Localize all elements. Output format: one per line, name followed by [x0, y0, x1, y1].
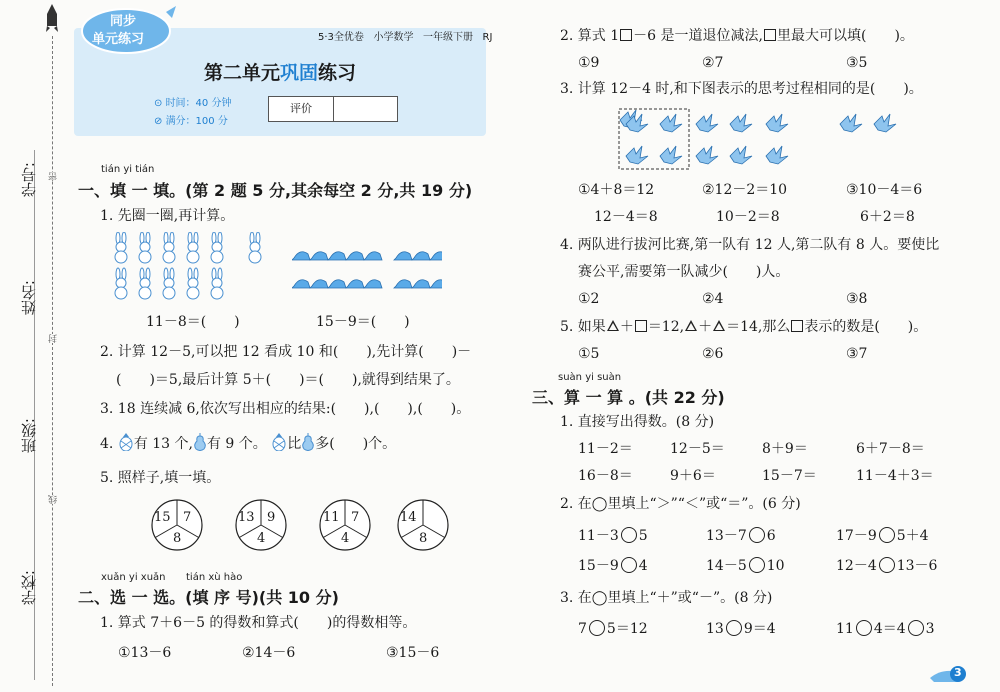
- blank-circle: [908, 620, 924, 636]
- pear-icon: [193, 433, 207, 456]
- split-circle: 14 8: [396, 498, 450, 552]
- pineapple-icon-2: [271, 433, 287, 456]
- blank-circle: [879, 527, 895, 543]
- caps-illustration: [292, 246, 442, 296]
- s2-q1-opt2: ②14－6: [242, 645, 296, 661]
- time-info: ⊙ 时间：40 分钟: [154, 98, 232, 109]
- s1-q4: 4. 有 13 个, 有 9 个。 比 多( )个。: [100, 433, 396, 456]
- rabbits-illustration: [112, 232, 270, 302]
- s2-q3-opt1-b: 12－4＝8: [594, 209, 658, 225]
- s2-title: 二、选 一 选。(填 序 号)(共 10 分): [78, 588, 339, 607]
- page-number: 3: [954, 666, 962, 679]
- split-circle: 11 7 4: [318, 498, 372, 552]
- eval-box: [268, 96, 398, 122]
- s3-q1: 1. 直接写出得数。(8 分): [560, 414, 715, 430]
- blank-square: [635, 320, 647, 332]
- blank-square: [764, 29, 776, 41]
- s2-q4-line1: 4. 两队进行拔河比赛,第一队有 12 人,第二队有 8 人。要使比: [560, 237, 940, 253]
- calc-item: 15－7＝: [762, 468, 817, 484]
- blank-circle: [589, 620, 605, 636]
- s3-pinyin: suàn yi suàn: [558, 372, 622, 383]
- blank-square: [791, 320, 803, 332]
- binding-mark-seal: 封: [49, 334, 59, 343]
- s1-title: 一、填 一 填。(第 2 题 5 分,其余每空 2 分,共 19 分): [78, 181, 473, 200]
- operator-item: 7 5＝12: [578, 621, 648, 637]
- s3-q3: 3. 在◯里填上“＋”或“－”。(8 分): [560, 590, 773, 606]
- meta-edition: RJ: [482, 32, 493, 43]
- compare-item: 13－7 6: [706, 528, 776, 544]
- badge-line-1: 同步: [110, 14, 137, 29]
- triangle-shape: [685, 320, 697, 331]
- s2-pinyin-2: tián xù hào: [186, 572, 243, 583]
- field-label-id: 学号:: [20, 162, 38, 198]
- split-circle: 13 9 4: [234, 498, 288, 552]
- s2-q1-opt3: ③15－6: [386, 645, 440, 661]
- s1-q1: 1. 先圈一圈,再计算。: [100, 208, 235, 224]
- binding-rocket-icon: [46, 4, 58, 32]
- s1-q2-line1: 2. 计算 12－5,可以把 12 看成 10 和( ),先计算( )－: [100, 344, 472, 360]
- compare-item: 15－9 4: [578, 558, 648, 574]
- blank-circle: [749, 557, 765, 573]
- calc-item: 8＋9＝: [762, 441, 808, 457]
- calc-item: 12－5＝: [670, 441, 725, 457]
- s1-q1-b: 15－9＝( ): [316, 314, 410, 330]
- cranes-illustration: [618, 108, 904, 170]
- binding-mark-ding: 密: [49, 172, 59, 181]
- operator-item: 11 4＝4 3: [836, 621, 935, 637]
- page-title: 第二单元巩固练习: [204, 62, 357, 84]
- compare-item: 12－4 13－6: [836, 558, 938, 574]
- s2-q4-opt1: ①2: [578, 291, 600, 307]
- split-circle: 15 7 8: [150, 498, 204, 552]
- blank-circle: [749, 527, 765, 543]
- s2-q1-opt1: ①13－6: [118, 645, 172, 661]
- s3-q2: 2. 在◯里填上“＞”“＜”或“＝”。(6 分): [560, 496, 801, 512]
- s2-q3-opt2-b: 10－2＝8: [716, 209, 780, 225]
- title-highlight: 巩固: [280, 62, 319, 84]
- s2-q5-opt1: ①5: [578, 346, 600, 362]
- page-number-badge: [928, 664, 968, 684]
- compare-item: 11－3 5: [578, 528, 648, 544]
- triangle-shape: [607, 320, 619, 331]
- pineapple-icon: [118, 433, 134, 456]
- triangle-shape: [713, 320, 725, 331]
- s1-q1-a: 11－8＝( ): [146, 314, 240, 330]
- binding-dash-line: [52, 36, 53, 686]
- s1-q5: 5. 照样子,填一填。: [100, 470, 221, 486]
- s2-q4-line2: 赛公平,需要第一队减少( )人。: [578, 264, 790, 280]
- binding-mark-line: 线: [49, 495, 59, 504]
- score-info: ⊘ 满分：100 分: [154, 116, 228, 127]
- compare-item: 14－5 10: [706, 558, 785, 574]
- meta-grade: 一年级下册: [423, 32, 473, 43]
- eval-label: 评价: [269, 97, 334, 121]
- split-circles: [150, 498, 440, 552]
- calc-item: 16－8＝: [578, 468, 633, 484]
- s2-q5: 5. 如果 ＋ ＝12, ＋ ＝14,那么 表示的数是( )。: [560, 319, 928, 335]
- meta-series: 5·3全优卷: [318, 32, 364, 43]
- meta-subject: 小学数学: [373, 32, 414, 43]
- calc-item: 11－2＝: [578, 441, 633, 457]
- blank-circle: [879, 557, 895, 573]
- s2-q2-opt3: ③5: [846, 55, 868, 71]
- s2-q5-opt3: ③7: [846, 346, 868, 362]
- blank-circle: [621, 527, 637, 543]
- s2-q3: 3. 计算 12－4 时,和下图表示的思考过程相同的是( )。: [560, 81, 923, 97]
- compare-item: 17－9 5＋4: [836, 528, 929, 544]
- s2-q5-opt2: ②6: [702, 346, 724, 362]
- s2-pinyin-1: xuǎn yi xuǎn: [101, 572, 166, 583]
- blank-square: [620, 29, 632, 41]
- calc-item: 9＋6＝: [670, 468, 716, 484]
- operator-item: 13 9＝4: [706, 621, 776, 637]
- s2-q2-opt1: ①9: [578, 55, 600, 71]
- header-meta: [318, 28, 492, 43]
- s1-q3: 3. 18 连续减 6,依次写出相应的结果:( ),( ),( )。: [100, 401, 471, 417]
- s2-q4-opt3: ③8: [846, 291, 868, 307]
- pear-icon-2: [301, 433, 315, 456]
- s2-q2: 2. 算式 1 －6 是一道退位减法, 里最大可以填( )。: [560, 28, 914, 44]
- s3-title: 三、算 一 算 。(共 22 分): [532, 388, 725, 407]
- badge-line-2: 单元练习: [92, 32, 145, 47]
- s2-q2-opt2: ②7: [702, 55, 724, 71]
- field-label-class: 班级:: [20, 418, 38, 454]
- field-label-school: 学校:: [20, 570, 38, 606]
- s2-q1: 1. 算式 7＋6－5 的得数和算式( )的得数相等。: [100, 615, 417, 631]
- calc-item: 11－4＋3＝: [856, 468, 934, 484]
- s2-q3-opt2-a: ②12－2＝10: [702, 182, 788, 198]
- blank-circle: [621, 557, 637, 573]
- s1-pinyin: tián yi tián: [101, 164, 155, 175]
- blank-circle: [726, 620, 742, 636]
- calc-item: 6＋7－8＝: [856, 441, 925, 457]
- field-label-name: 姓名:: [20, 280, 38, 316]
- s2-q4-opt2: ②4: [702, 291, 724, 307]
- s1-q2-line2: ( )＝5,最后计算 5＋( )＝( ),就得到结果了。: [116, 372, 460, 388]
- blank-circle: [856, 620, 872, 636]
- s2-q3-opt3-b: 6＋2＝8: [860, 209, 915, 225]
- s2-q3-opt3-a: ③10－4＝6: [846, 182, 923, 198]
- s2-q3-opt1-a: ①4＋8＝12: [578, 182, 655, 198]
